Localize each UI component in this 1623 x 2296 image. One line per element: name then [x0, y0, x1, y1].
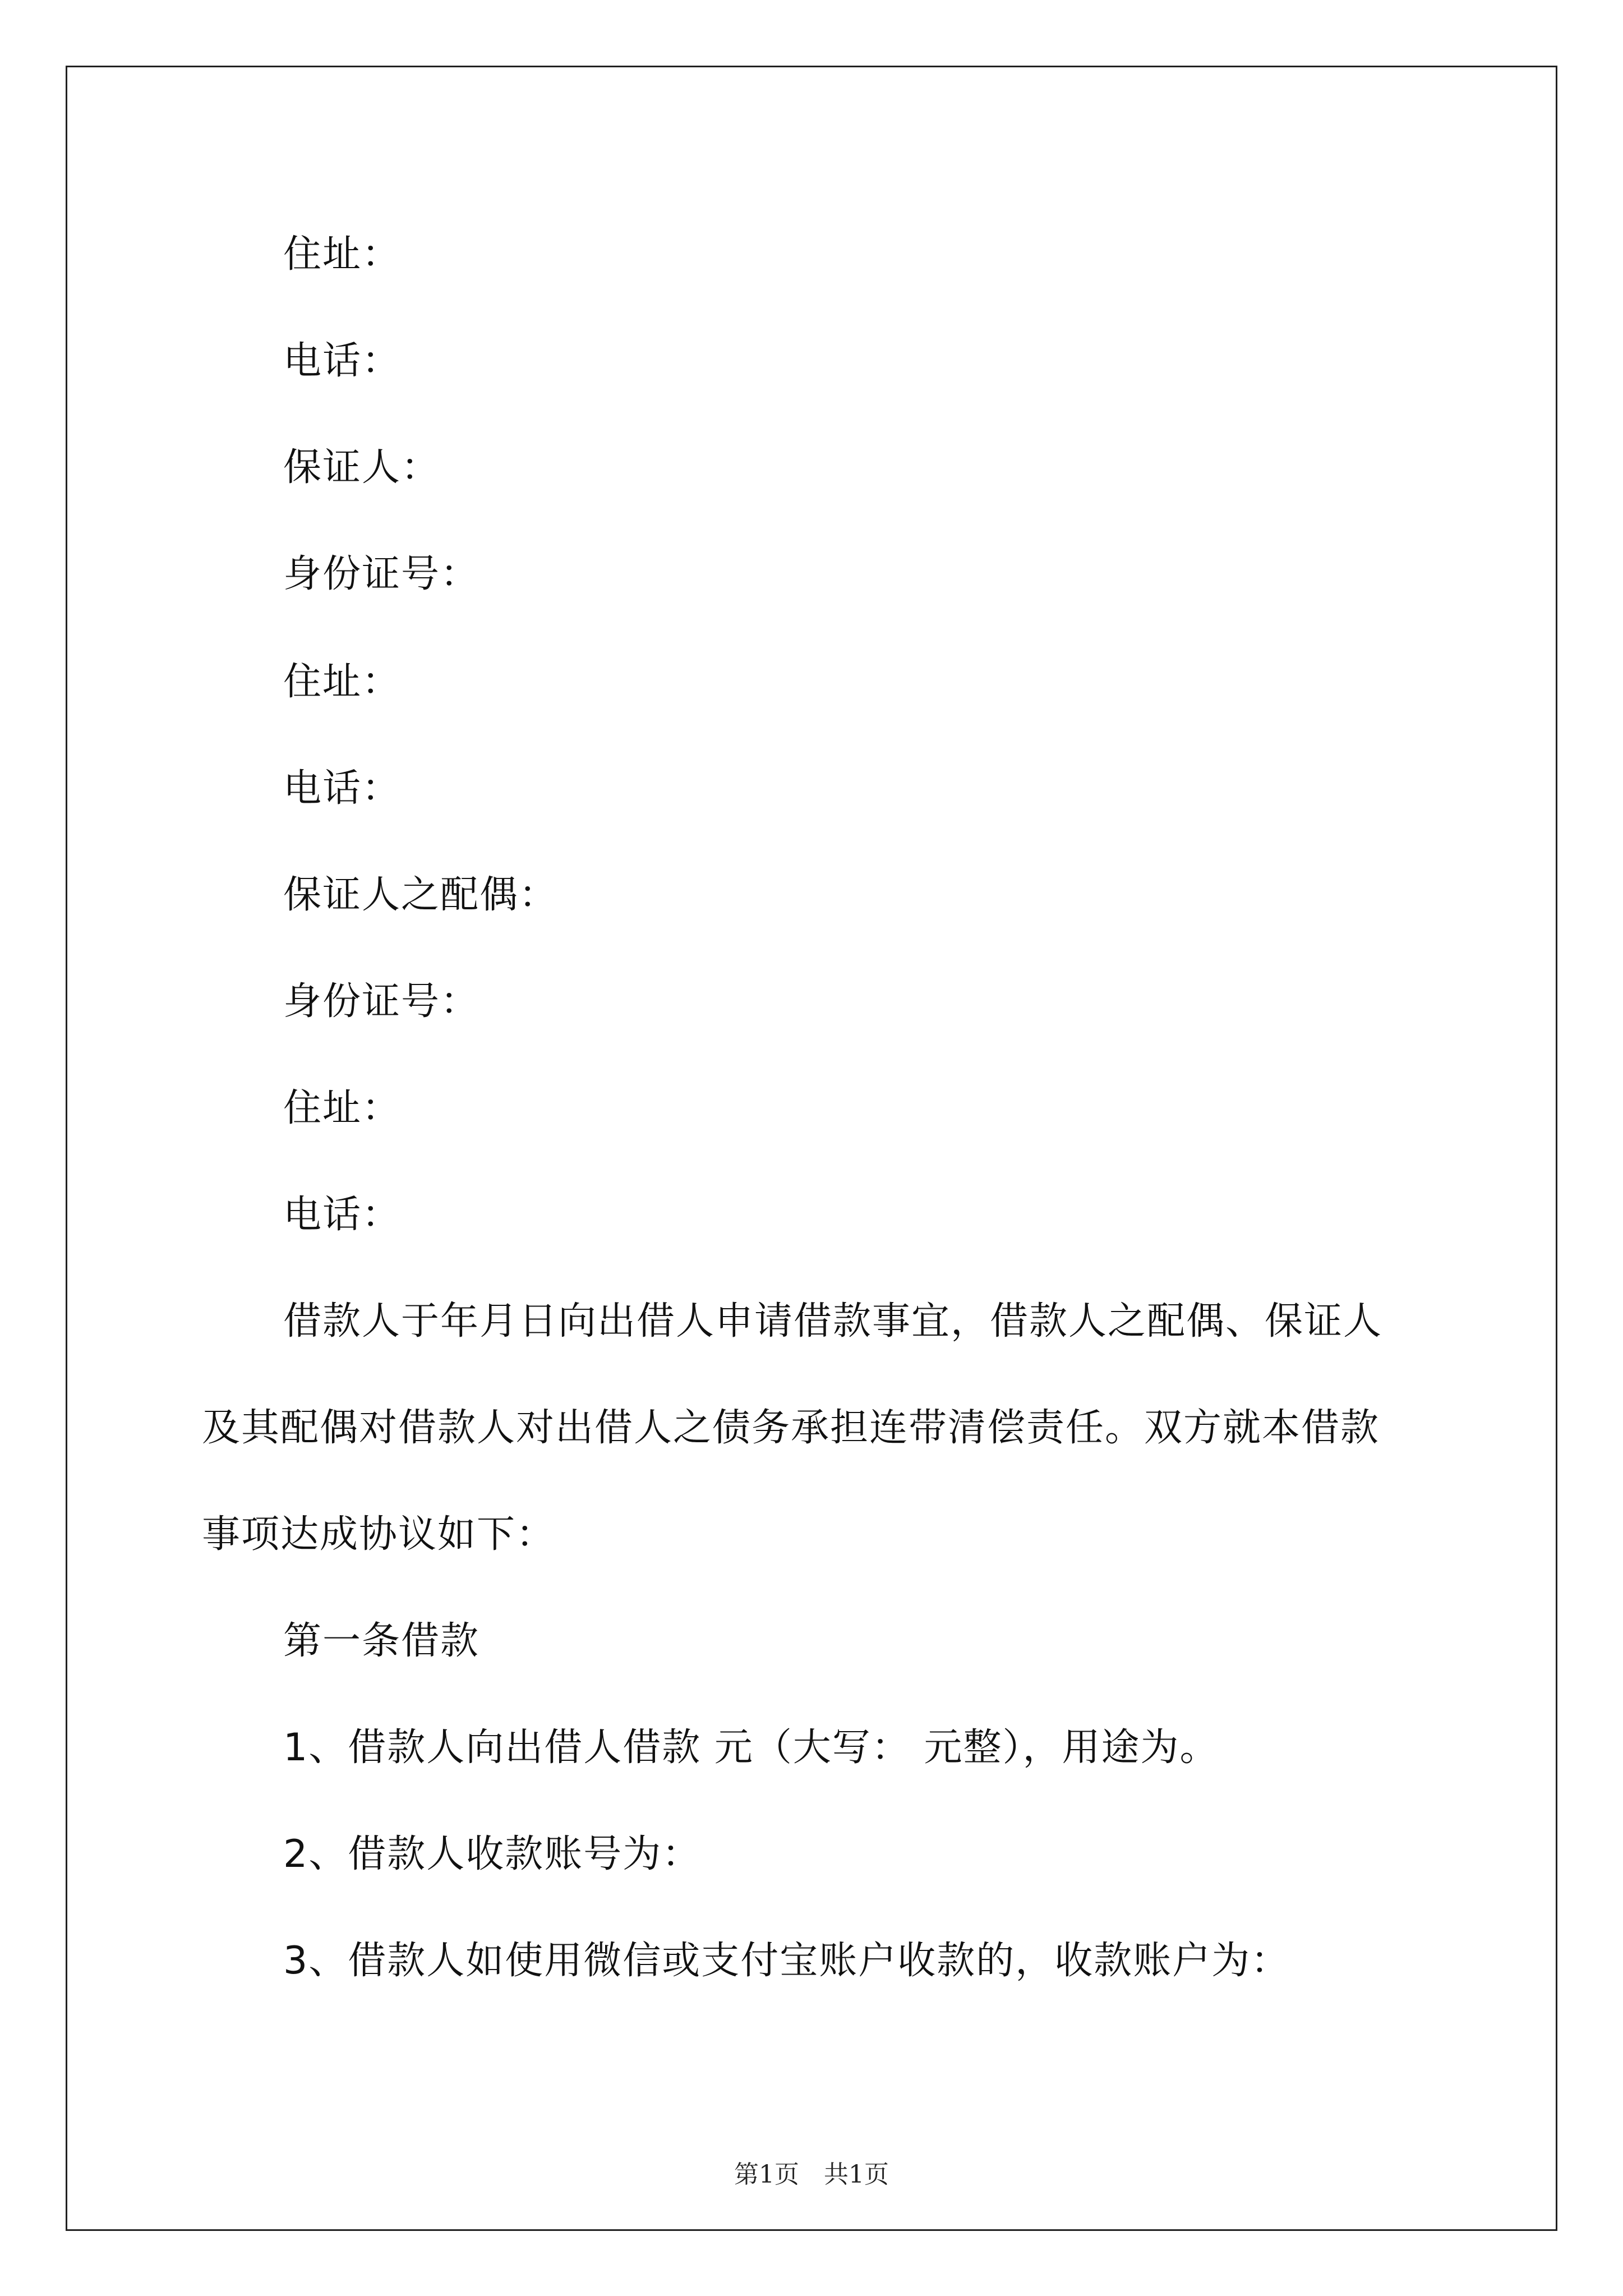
field-guarantor-spouse: 保证人之配偶： — [283, 873, 559, 917]
field-phone: 电话： — [283, 339, 402, 383]
intro-line: 事项达成协议如下： — [202, 1512, 556, 1557]
page-total: 共1页 — [824, 2160, 889, 2189]
field-guarantor: 保证人： — [283, 445, 441, 490]
clause-item: 2、借款人收款账号为： — [283, 1832, 702, 1876]
clause-item: 1、借款人向出借人借款 元（大写： 元整），用途为。 — [283, 1726, 1219, 1770]
field-id-number: 身份证号： — [283, 552, 480, 596]
field-address: 住址： — [283, 232, 402, 277]
field-address: 住址： — [283, 660, 402, 704]
section-title: 第一条借款 — [283, 1619, 480, 1663]
field-address: 住址： — [283, 1086, 402, 1130]
page-number: 第1页 — [734, 2160, 799, 2189]
intro-line: 及其配偶对借款人对出借人之债务承担连带清偿责任。双方就本借款 — [202, 1406, 1380, 1450]
page-frame — [66, 66, 1557, 2231]
clause-item: 3、借款人如使用微信或支付宝账户收款的，收款账户为： — [283, 1939, 1290, 1983]
field-id-number: 身份证号： — [283, 979, 480, 1024]
page-footer — [67, 2162, 1556, 2187]
field-phone: 电话： — [283, 766, 402, 811]
field-phone: 电话： — [283, 1193, 402, 1237]
intro-line: 借款人于年月日向出借人申请借款事宜，借款人之配偶、保证人 — [283, 1299, 1383, 1343]
